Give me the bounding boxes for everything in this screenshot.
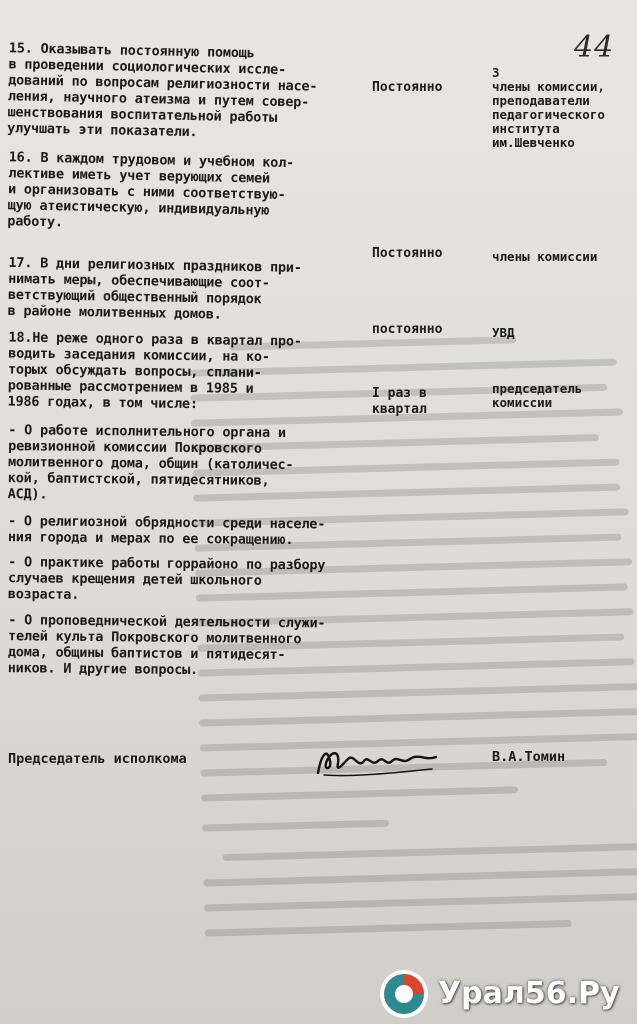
watermark-text: Урал56.Ру <box>438 976 620 1011</box>
item-responsible: З члены комиссии, преподаватели педагогического института им.Шевченко <box>492 65 605 150</box>
item-action-text: 15. Оказывать постоянную помощь в проведении социологических иссле- дований по вопросам религиозности насе- ления, научного атеизма и путем совер- шенствования воспитательной работы улучшать эти показатели. <box>7 40 318 141</box>
item-term: Постоянно <box>372 80 443 95</box>
item-action-text: 18.Не реже одного раза в квартал про- водить заседания комиссии, на ко- торых обсуждать вопросы, сплани- рованные рассмотрением в 1985 и 1986 годах, в том числе: <box>7 329 302 413</box>
ural56-logo-icon <box>378 968 430 1020</box>
subitem-text: - О работе исполнительного органа и ревизионной комиссии Покровского молитвенного дома, общин (католичес- кой, баптистской, пятидесятников, АСД). <box>7 422 294 503</box>
subitem-text: - О практике работы горрайоно по разбору случаев крещения детей школьного возраста. <box>7 554 326 603</box>
signature-block <box>0 743 637 783</box>
subitem-text: - О проповеднической деятельности служи- телей культа Покровского молитвенного дома, общины баптистов и пятидесят- ников. И другие вопросы. <box>7 612 326 679</box>
handwritten-page-number: 44 <box>574 30 615 65</box>
item-term: Постоянно <box>372 246 443 261</box>
subitem-text: - О религиозной обрядности среди населе- ния города и мерах по ее сокращению. <box>7 513 326 549</box>
handwritten-signature <box>314 743 444 783</box>
signatory-name: В.А.Томин <box>492 749 566 765</box>
item-action-text: 17. В дни религиозных праздников при- нимать меры, обеспечивающие соот- ветствующий общественный порядок в районе молитвенных домов. <box>7 254 302 323</box>
site-watermark <box>378 968 637 1024</box>
item-responsible: УВД председатель комиссии <box>492 325 583 410</box>
item-action-text: 16. В каждом трудовом и учебном кол- лективе иметь учет верующих семей и организовать с ними соответствую- щую атеистическую, индивидуальную работу. <box>7 149 295 231</box>
signatory-title: Председатель исполкома <box>8 751 187 767</box>
item-responsible: члены комиссии <box>492 249 598 264</box>
item-term: постоянно I раз в квартал <box>372 322 443 417</box>
